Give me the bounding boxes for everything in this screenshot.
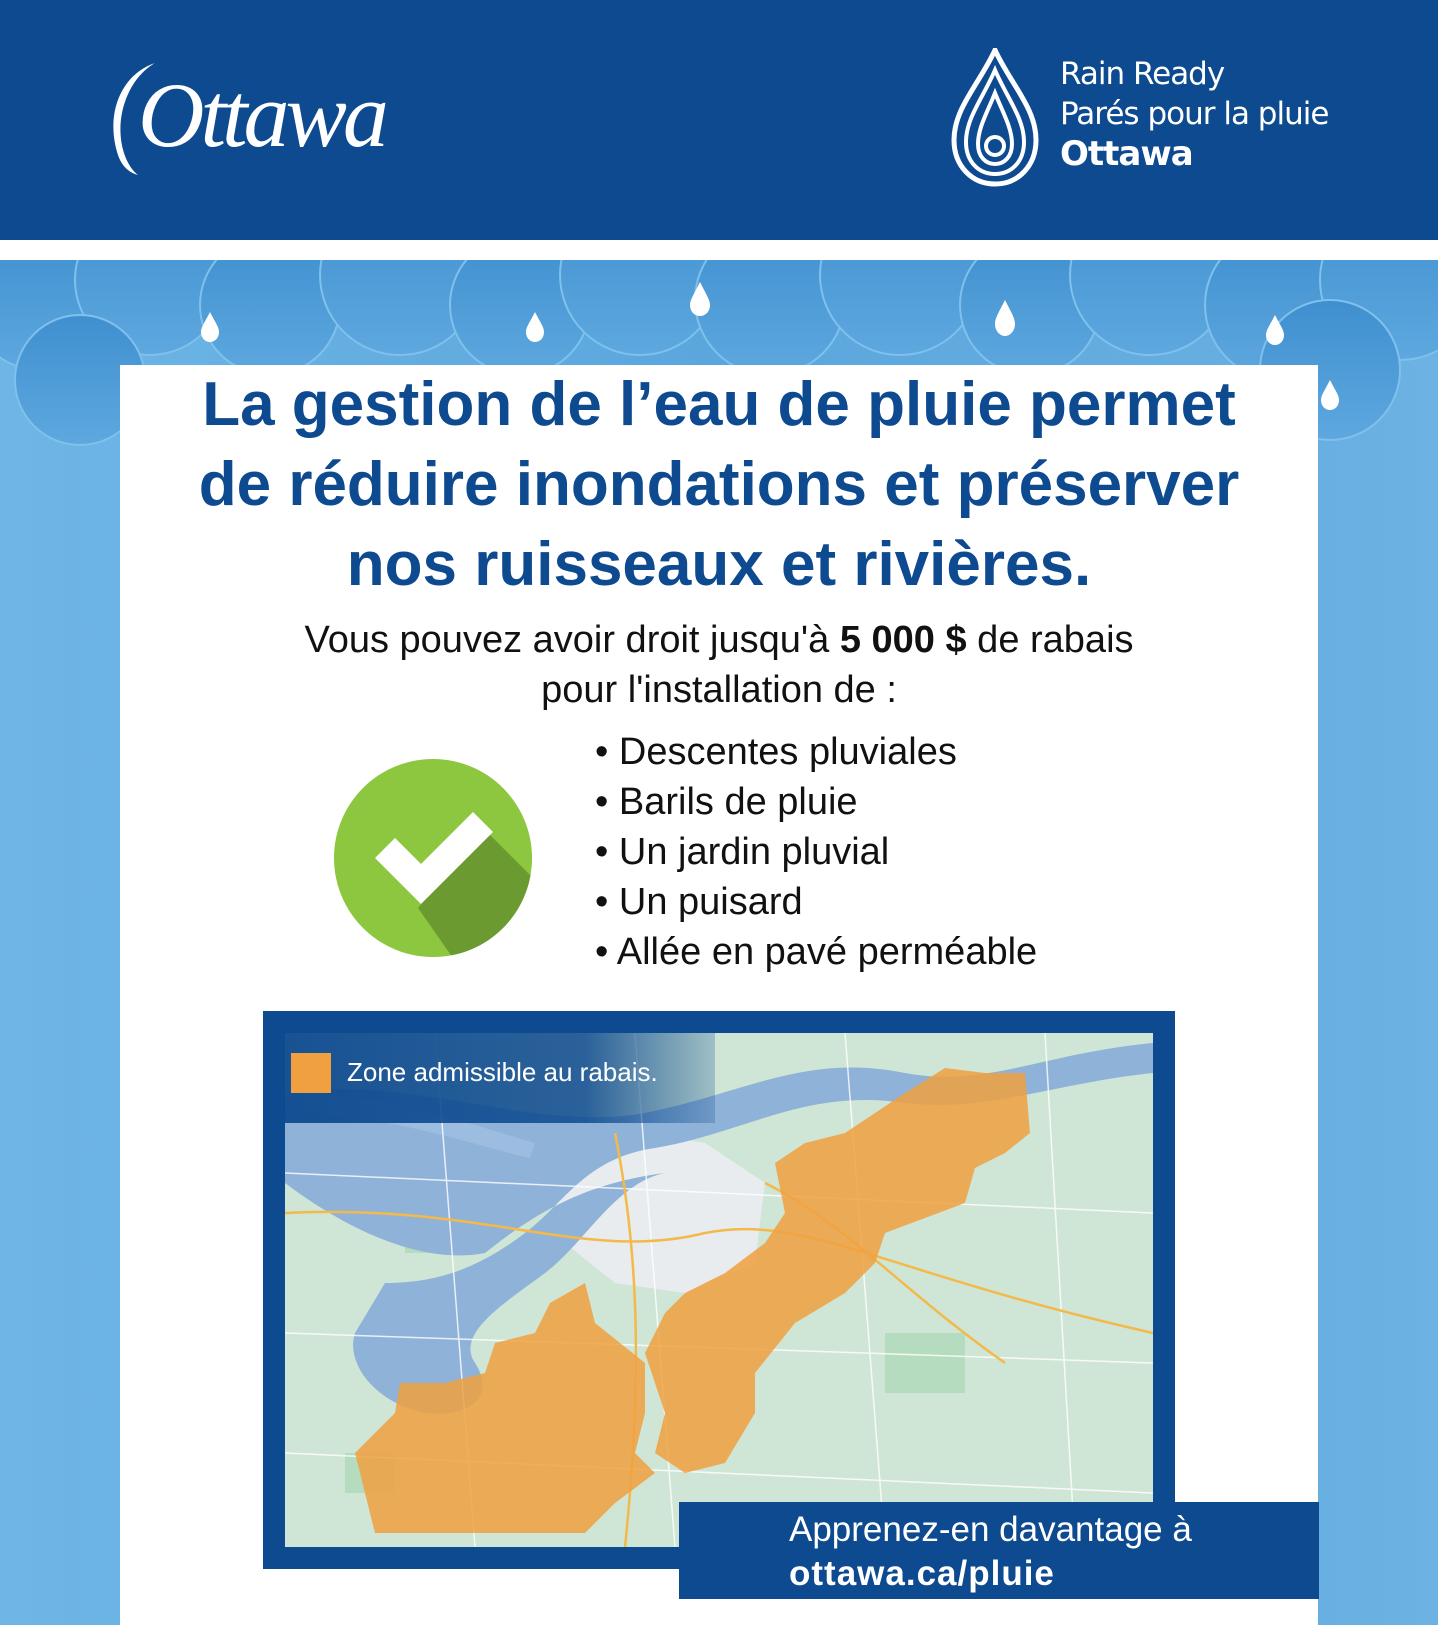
list-item-label: Un puisard [618,881,803,923]
rebate-zone-map[interactable] [285,1033,1153,1547]
list-item: • Descentes pluviales [595,731,957,773]
headline-line-2: de réduire inondations et préserver [198,450,1240,519]
green-checkmark-icon [333,758,533,958]
legend-label: Zone admissible au rabais. [347,1057,658,1087]
rebate-offer-line-1 [120,615,1318,665]
list-item-label: Un jardin pluvial [618,831,890,873]
rebate-offer [120,615,1318,715]
learn-more-text: Apprenez-en davantage à [789,1510,1192,1549]
list-item: • Un puisard [595,881,803,923]
map-legend [285,1033,715,1123]
header-divider [0,240,1438,260]
rebate-offer-line-2: pour l'installation de : [541,669,897,711]
rain-ready-line-en: Rain Ready [1060,56,1225,92]
header-banner [0,0,1438,240]
rain-ready-line-city: Ottawa [1060,134,1193,174]
headline-line-3: nos ruisseaux et rivières. [346,530,1092,599]
headline [120,365,1318,605]
rebate-offer-suffix: de rabais [966,619,1134,661]
rebate-zone-map-frame [263,1011,1175,1569]
list-item: • Allée en pavé perméable [595,931,1038,973]
list-item-label: Descentes pluviales [618,731,957,773]
raindrop-spiral-icon [950,48,1040,188]
headline-line-1: La gestion de l’eau de pluie permet [202,370,1236,439]
city-of-ottawa-logo[interactable] [100,55,400,185]
ottawa-wordmark: Ottawa [138,64,385,166]
rain-ready-wordmark [1060,54,1328,174]
eligible-items-list [595,727,1037,977]
rain-ready-line-fr: Parés pour la pluie [1060,96,1329,132]
list-item-label: Allée en pavé perméable [616,931,1038,973]
rain-ready-logo[interactable] [950,48,1350,188]
rebate-offer-prefix: Vous pouvez avoir droit jusqu'à [304,619,840,661]
list-item-label: Barils de pluie [618,781,858,823]
learn-more-link[interactable]: ottawa.ca/pluie [789,1554,1055,1593]
list-item: • Un jardin pluvial [595,831,890,873]
learn-more-banner [679,1502,1319,1599]
list-item: • Barils de pluie [595,781,858,823]
rebate-amount: 5 000 $ [839,619,967,661]
legend-swatch-eligible-zone [291,1053,331,1093]
